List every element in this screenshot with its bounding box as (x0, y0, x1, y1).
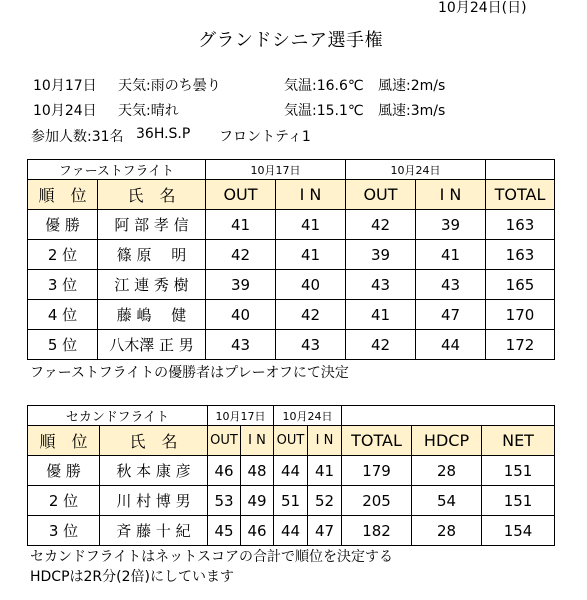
day2-weather: 天気:晴れ (118, 103, 179, 119)
total-cell: 163 (486, 240, 555, 270)
rank-cell: 2 位 (28, 486, 100, 516)
col-out2: OUT (346, 180, 416, 210)
first-flight-table (27, 159, 555, 360)
score-cell: 40 (206, 300, 276, 330)
second-round1-date: 10月17日 (208, 406, 274, 426)
net-cell: 151 (482, 486, 555, 516)
col-in1: I N (276, 180, 346, 210)
rank-cell: 5 位 (28, 330, 98, 360)
net-cell: 154 (482, 516, 555, 546)
second-flight-title: セカンドフライト (28, 406, 208, 426)
score-cell: 40 (276, 270, 346, 300)
second-round2-date: 10月24日 (274, 406, 342, 426)
score-cell: 47 (416, 300, 486, 330)
rank-cell: 3 位 (28, 516, 100, 546)
score-cell: 49 (241, 486, 274, 516)
score-cell: 41 (308, 456, 342, 486)
score-cell: 53 (208, 486, 241, 516)
second-flight-table (27, 405, 555, 546)
table-row (28, 210, 555, 240)
score-cell: 47 (308, 516, 342, 546)
col-rank: 順 位 (28, 180, 98, 210)
col-in2: I N (416, 180, 486, 210)
col-hdcp: HDCP (412, 426, 482, 456)
score-cell: 41 (346, 300, 416, 330)
col-total: TOTAL (342, 426, 412, 456)
score-cell: 52 (308, 486, 342, 516)
total-cell: 182 (342, 516, 412, 546)
name-cell: 八木澤 正 男 (98, 330, 206, 360)
score-cell: 39 (416, 210, 486, 240)
col-in1: I N (241, 426, 274, 456)
day1-wind: 風速:2m/s (378, 78, 446, 94)
score-cell: 42 (276, 300, 346, 330)
score-cell: 42 (206, 240, 276, 270)
table-row (28, 456, 555, 486)
score-cell: 45 (208, 516, 241, 546)
score-cell: 41 (206, 210, 276, 240)
total-cell: 172 (486, 330, 555, 360)
col-total: TOTAL (486, 180, 555, 210)
rank-cell: 2 位 (28, 240, 98, 270)
col-rank: 順 位 (28, 426, 100, 456)
table-row (28, 486, 555, 516)
total-cell: 163 (486, 210, 555, 240)
score-cell: 39 (206, 270, 276, 300)
score-cell: 44 (274, 456, 308, 486)
course-format: 36H.S.P (136, 126, 191, 142)
score-cell: 43 (206, 330, 276, 360)
score-cell: 41 (276, 210, 346, 240)
name-cell: 藤 嶋 健 (98, 300, 206, 330)
score-cell: 41 (416, 240, 486, 270)
col-out1: OUT (206, 180, 276, 210)
col-name: 氏 名 (98, 180, 206, 210)
col-name: 氏 名 (100, 426, 208, 456)
table-row (28, 270, 555, 300)
day2-wind: 風速:3m/s (378, 103, 446, 119)
score-cell: 44 (274, 516, 308, 546)
name-cell: 阿 部 孝 信 (98, 210, 206, 240)
table-row (28, 516, 555, 546)
score-cell: 43 (416, 270, 486, 300)
first-flight-note: ファーストフライトの優勝者はプレーオフにて決定 (30, 365, 349, 381)
score-cell: 42 (346, 210, 416, 240)
score-cell: 41 (276, 240, 346, 270)
hdcp-cell: 54 (412, 486, 482, 516)
total-cell: 165 (486, 270, 555, 300)
rank-cell: 4 位 (28, 300, 98, 330)
col-out2: OUT (274, 426, 308, 456)
first-flight-title: ファーストフライト (28, 160, 206, 180)
first-round2-date: 10月24日 (346, 160, 486, 180)
total-cell: 179 (342, 456, 412, 486)
score-cell: 43 (276, 330, 346, 360)
day2-date: 10月24日 (33, 103, 97, 119)
total-cell: 205 (342, 486, 412, 516)
day1-temp: 気温:16.6℃ (284, 78, 364, 94)
score-cell: 42 (346, 330, 416, 360)
score-cell: 44 (416, 330, 486, 360)
table-row (28, 330, 555, 360)
day2-temp: 気温:15.1℃ (284, 103, 364, 119)
score-cell: 51 (274, 486, 308, 516)
name-cell: 川 村 博 男 (100, 486, 208, 516)
name-cell: 江 連 秀 樹 (98, 270, 206, 300)
net-cell: 151 (482, 456, 555, 486)
score-cell: 48 (241, 456, 274, 486)
table-row (28, 240, 555, 270)
score-cell: 46 (208, 456, 241, 486)
col-net: NET (482, 426, 555, 456)
name-cell: 秋 本 康 彦 (100, 456, 208, 486)
score-cell: 46 (241, 516, 274, 546)
event-date: 10月24日(日) (438, 0, 527, 16)
score-cell: 39 (346, 240, 416, 270)
participants: 参加人数:31名 (31, 129, 124, 145)
hdcp-cell: 28 (412, 516, 482, 546)
second-flight-note-2: HDCPは2R分(2倍)にしています (30, 569, 234, 585)
first-round1-date: 10月17日 (206, 160, 346, 180)
table-row (28, 300, 555, 330)
name-cell: 篠 原 明 (98, 240, 206, 270)
rank-cell: 3 位 (28, 270, 98, 300)
day1-date: 10月17日 (33, 78, 97, 94)
hdcp-cell: 28 (412, 456, 482, 486)
total-cell: 170 (486, 300, 555, 330)
second-flight-note-1: セカンドフライトはネットスコアの合計で順位を決定する (30, 549, 394, 565)
col-in2: I N (308, 426, 342, 456)
tee: フロントティ1 (219, 129, 311, 145)
rank-cell: 優 勝 (28, 456, 100, 486)
name-cell: 斉 藤 十 紀 (100, 516, 208, 546)
rank-cell: 優 勝 (28, 210, 98, 240)
score-cell: 43 (346, 270, 416, 300)
page-title: グランドシニア選手権 (198, 30, 383, 51)
day1-weather: 天気:雨のち曇り (118, 78, 221, 94)
col-out1: OUT (208, 426, 241, 456)
